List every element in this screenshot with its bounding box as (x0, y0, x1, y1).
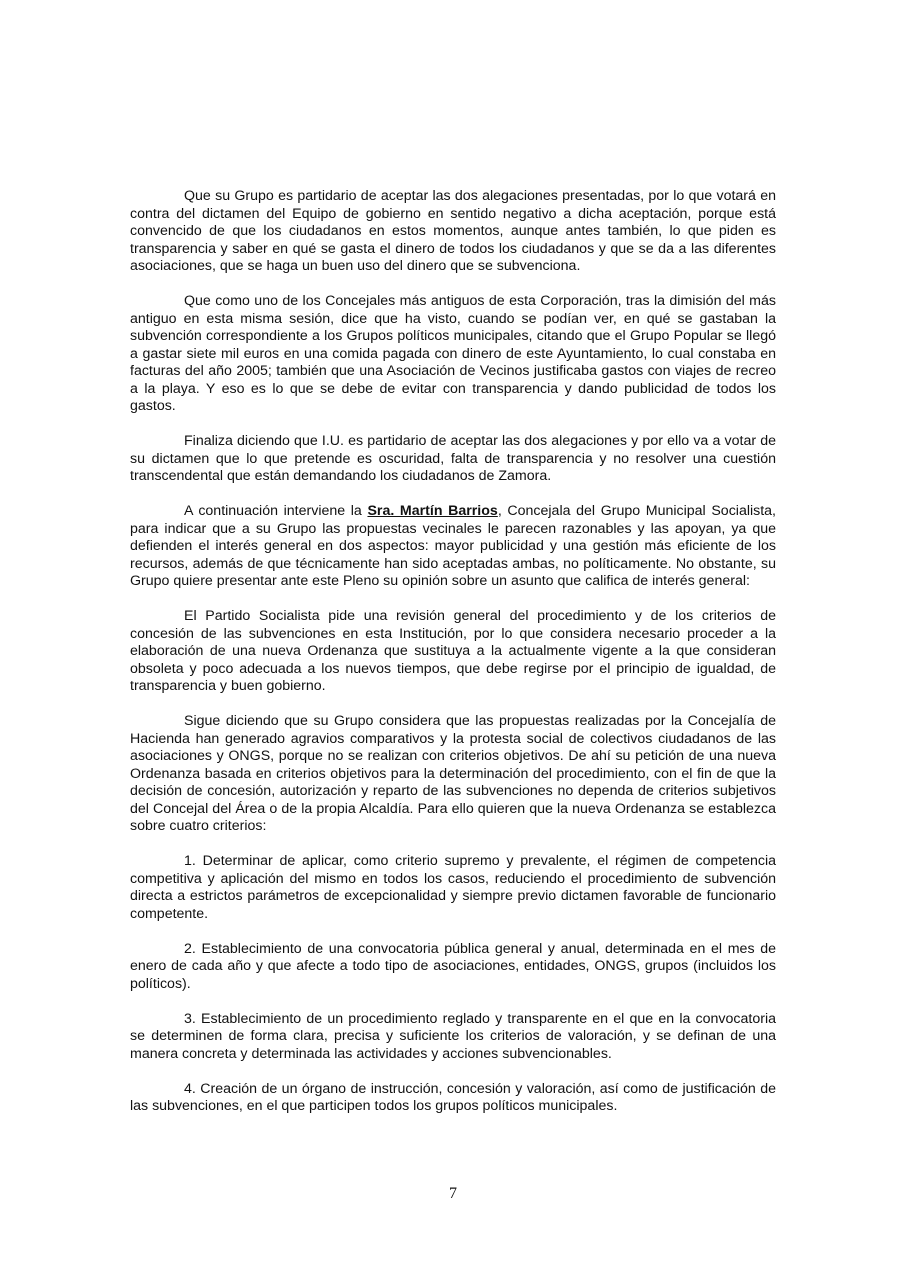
criterion-4: 4. Creación de un órgano de instrucción, concesión y valoración, así como de justificación de las subvenciones, en el que participen todos los grupos políticos municipales. (130, 1080, 776, 1114)
paragraph-3: Finaliza diciendo que I.U. es partidario de aceptar las dos alegaciones y por ello va a votar de su dictamen que lo que pretende es oscuridad, falta de transparencia y no resolver una cuestión transcendental que están demandando los ciudadanos de Zamora. (130, 433, 776, 484)
paragraph-4 (130, 503, 776, 591)
paragraph-5: El Partido Socialista pide una revisión general del procedimiento y de los criterios de concesión de las subvenciones en esta Institución, por lo que considera necesario proceder a la elaboración de una nueva Ordenanza que sustituya a la actualmente vigente a la que consideran obsoleta y poco adecuada a los nuevos tiempos, que debe regirse por el principio de igualdad, de transparencia y buen gobierno. (130, 608, 776, 694)
paragraph-4-rest: , Concejala del Grupo Municipal Socialista, para indicar que a su Grupo las propuestas vecinales le parecen razonables y las apoyan, ya que defienden el interés general en dos aspectos: mayor publicidad y una gestión más eficiente de los recursos, además de que técnicamente han sido aceptadas ambas, no políticamente. No obstante, su Grupo quiere presentar ante este Pleno su opinión sobre un asunto que califica de interés general: (130, 503, 777, 589)
paragraph-1: Que su Grupo es partidario de aceptar las dos alegaciones presentadas, por lo que votará en contra del dictamen del Equipo de gobierno en sentido negativo a dicha aceptación, porque está convencido de que los ciudadanos en estos momentos, aunque antes también, lo que piden es transparencia y saber en qué se gasta el dinero de todos los ciudadanos y que se da a las diferentes asociaciones, que se haga un buen uso del dinero que se subvenciona. (130, 188, 776, 274)
paragraph-4-intro: A continuación interviene la (184, 503, 368, 519)
paragraph-6: Sigue diciendo que su Grupo considera que las propuestas realizadas por la Concejalía de Hacienda han generado agravios comparativos y la protesta social de colectivos ciudadanos de las asociaciones y ONGS, porque no se realizan con criterios objetivos. De ahí su petición de una nueva Ordenanza basada en criterios objetivos para la determinación del procedimiento, con el fin de que la decisión de concesión, autorización y reparto de las subvenciones no dependa de criterios subjetivos del Concejal del Área o de la propia Alcaldía. Para ello quieren que la nueva Ordenanza se establezca sobre cuatro criterios: (130, 713, 776, 834)
criterion-3: 3. Establecimiento de un procedimiento reglado y transparente en el que en la convocatoria se determinen de forma clara, precisa y suficiente los criterios de valoración, y se definan de una manera concreta y determinada las actividades y acciones subvencionables. (130, 1010, 776, 1062)
criterion-1: 1. Determinar de aplicar, como criterio supremo y prevalente, el régimen de competencia competitiva y aplicación del mismo en todos los casos, reduciendo el procedimiento de subvención directa a estrictos parámetros de excepcionalidad y siempre previo dictamen favorable de funcionario competente. (130, 853, 776, 922)
document-body (130, 188, 776, 1133)
page-number: 7 (449, 1185, 457, 1202)
paragraph-2: Que como uno de los Concejales más antiguos de esta Corporación, tras la dimisión del más antiguo en esta misma sesión, dice que ha visto, cuando se podían ver, en qué se gastaban la subvención correspondiente a los Grupos políticos municipales, citando que el Grupo Popular se llegó a gastar siete mil euros en una comida pagada con dinero de este Ayuntamiento, lo cual constaba en facturas del año 2005; también que una Asociación de Vecinos justificaba gastos con viajes de recreo a la playa. Y eso es lo que se debe de evitar con transparencia y dando publicidad de todos los gastos. (130, 293, 776, 414)
criterion-2: 2. Establecimiento de una convocatoria pública general y anual, determinada en el mes de enero de cada año y que afecte a todo tipo de asociaciones, entidades, ONGS, grupos (incluidos los políticos). (130, 940, 776, 992)
speaker-name: Sra. Martín Barrios (367, 503, 498, 519)
